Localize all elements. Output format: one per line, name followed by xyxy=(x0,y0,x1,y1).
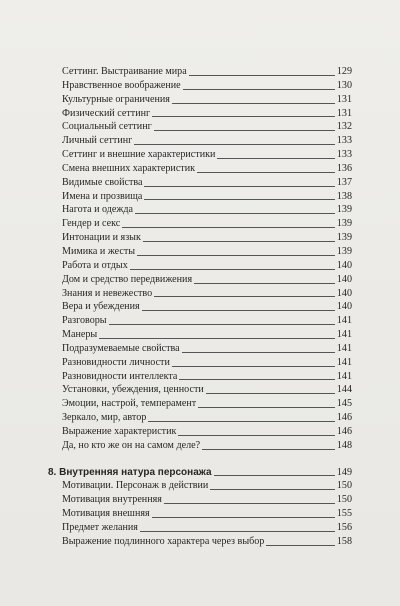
toc-entry-row[interactable] xyxy=(0,521,400,535)
toc-leader-line xyxy=(194,283,335,284)
toc-entry-page: 141 xyxy=(336,329,352,341)
toc-entry-title: Видимые свойства xyxy=(62,176,143,188)
toc-leader-line xyxy=(152,116,335,117)
toc-leader-line xyxy=(189,75,335,76)
toc-entry-row[interactable] xyxy=(0,162,400,176)
table-of-contents xyxy=(0,65,400,549)
toc-leader-line xyxy=(266,545,335,546)
toc-leader-line xyxy=(217,158,335,159)
toc-entry-title: Имена и прозвища xyxy=(62,190,143,202)
toc-leader-line xyxy=(179,379,335,380)
toc-leader-line xyxy=(152,517,335,518)
toc-entry-row[interactable] xyxy=(0,425,400,439)
toc-leader-line xyxy=(137,255,335,256)
toc-entry-page: 138 xyxy=(336,190,352,202)
toc-entry-title: Дом и средство передвижения xyxy=(62,273,193,285)
toc-entry-page: 158 xyxy=(336,535,352,547)
toc-entry-page: 148 xyxy=(336,439,352,451)
toc-entry-row[interactable] xyxy=(0,217,400,231)
toc-leader-line xyxy=(143,241,335,242)
toc-leader-line xyxy=(142,310,335,311)
toc-entry-title: Эмоции, настрой, темперамент xyxy=(62,398,197,410)
toc-leader-line xyxy=(154,296,335,297)
toc-leader-line xyxy=(122,227,335,228)
toc-chapter-row[interactable] xyxy=(0,466,400,480)
toc-entry-page: 140 xyxy=(336,287,352,299)
toc-entry-page: 150 xyxy=(336,480,352,492)
toc-entry-page: 140 xyxy=(336,273,352,285)
toc-entry-row[interactable] xyxy=(0,479,400,493)
toc-leader-line xyxy=(109,324,335,325)
toc-leader-line xyxy=(130,269,335,270)
toc-entry-page: 141 xyxy=(336,370,352,382)
toc-entry-row[interactable] xyxy=(0,397,400,411)
toc-entry-page: 139 xyxy=(336,232,352,244)
toc-leader-line xyxy=(210,489,335,490)
toc-entry-page: 140 xyxy=(336,301,352,313)
toc-entry-title: Мимика и жесты xyxy=(62,245,136,257)
toc-leader-line xyxy=(144,186,335,187)
toc-section-inner-nature xyxy=(0,479,400,548)
toc-entry-row[interactable] xyxy=(0,314,400,328)
toc-entry-page: 137 xyxy=(336,176,352,188)
toc-entry-row[interactable] xyxy=(0,231,400,245)
toc-entry-row[interactable] xyxy=(0,342,400,356)
toc-entry-row[interactable] xyxy=(0,120,400,134)
toc-entry-page: 139 xyxy=(336,218,352,230)
toc-entry-title: Работа и отдых xyxy=(62,259,128,271)
toc-entry-title: Предмет желания xyxy=(62,522,138,533)
toc-entry-title: Подразумеваемые свойства xyxy=(62,342,180,354)
toc-entry-page: 136 xyxy=(336,162,352,174)
toc-entry-row[interactable] xyxy=(0,507,400,521)
toc-entry-title: Разговоры xyxy=(62,315,107,327)
toc-entry-row[interactable] xyxy=(0,273,400,287)
toc-entry-title: Манеры xyxy=(62,329,98,341)
toc-entry-row[interactable] xyxy=(0,259,400,273)
toc-entry-title: Мотивация внутренняя xyxy=(62,494,162,506)
toc-entry-title: Нагота и одежда xyxy=(62,204,133,216)
toc-entry-title: Вера и убеждения xyxy=(62,301,140,313)
toc-leader-line xyxy=(154,130,335,131)
toc-leader-line xyxy=(140,531,335,532)
toc-entry-page: 146 xyxy=(336,412,352,424)
toc-entry-title: Мотивация внешняя xyxy=(62,508,150,520)
toc-leader-line xyxy=(134,144,335,145)
toc-entry-title: Разновидности личности xyxy=(62,356,170,368)
toc-entry-row[interactable] xyxy=(0,107,400,121)
toc-entry-row[interactable] xyxy=(0,328,400,342)
toc-entry-title: Гендер и секс xyxy=(62,218,121,230)
toc-entry-row[interactable] xyxy=(0,411,400,425)
toc-entry-title: Мотивации. Персонаж в действии xyxy=(62,480,209,492)
toc-entry-title: Выражение характеристик xyxy=(62,425,177,437)
toc-entry-title: Личный сеттинг xyxy=(62,135,133,147)
toc-leader-line xyxy=(135,213,335,214)
toc-leader-line xyxy=(202,449,335,450)
toc-entry-row[interactable] xyxy=(0,493,400,507)
toc-entry-page: 131 xyxy=(336,93,352,105)
toc-entry-title: Физический сеттинг xyxy=(62,107,151,119)
toc-entry-page: 141 xyxy=(336,356,352,368)
toc-entry-row[interactable] xyxy=(0,148,400,162)
toc-entry-page: 155 xyxy=(336,508,352,520)
toc-entry-page: 139 xyxy=(336,245,352,257)
toc-entry-title: Сеттинг и внешние характеристики xyxy=(62,149,216,161)
toc-entry-row[interactable] xyxy=(0,134,400,148)
toc-leader-line xyxy=(172,103,335,104)
toc-chapter-title: 8. Внутренняя натура персонажа xyxy=(48,466,212,478)
toc-entry-row[interactable] xyxy=(0,203,400,217)
toc-entry-row[interactable] xyxy=(0,383,400,397)
toc-entry-title: Смена внешних характеристик xyxy=(62,162,196,174)
toc-leader-line xyxy=(178,435,335,436)
toc-entry-page: 131 xyxy=(336,107,352,119)
toc-entry-page: 145 xyxy=(336,398,352,410)
toc-entry-page: 156 xyxy=(336,522,352,533)
toc-entry-row[interactable] xyxy=(0,65,400,79)
toc-section-setting xyxy=(0,65,400,453)
toc-leader-line xyxy=(99,338,335,339)
toc-entry-title: Сеттинг. Выстраивание мира xyxy=(62,66,187,77)
toc-leader-line xyxy=(164,503,335,504)
toc-leader-line xyxy=(183,89,335,90)
toc-leader-line xyxy=(182,352,335,353)
toc-entry-page: 141 xyxy=(336,342,352,354)
toc-entry-row[interactable] xyxy=(0,79,400,93)
toc-gap xyxy=(0,453,400,466)
toc-entry-page: 133 xyxy=(336,135,352,147)
toc-entry-title: Разновидности интеллекта xyxy=(62,370,178,382)
toc-leader-line xyxy=(172,366,335,367)
toc-entry-page: 139 xyxy=(336,204,352,216)
toc-entry-row[interactable] xyxy=(0,287,400,301)
toc-leader-line xyxy=(198,407,335,408)
toc-leader-line xyxy=(206,393,335,394)
toc-entry-page: 130 xyxy=(336,79,352,91)
toc-entry-title: Интонации и язык xyxy=(62,232,141,244)
toc-entry-title: Нравственное воображение xyxy=(62,79,181,91)
toc-leader-line xyxy=(197,172,335,173)
toc-leader-line xyxy=(214,475,335,476)
toc-entry-page: 129 xyxy=(336,66,352,77)
toc-entry-title: Да, но кто же он на самом деле? xyxy=(62,439,201,451)
toc-entry-row[interactable] xyxy=(0,245,400,259)
toc-entry-row[interactable] xyxy=(0,370,400,384)
toc-entry-page: 140 xyxy=(336,259,352,271)
toc-entry-title: Социальный сеттинг xyxy=(62,121,152,133)
toc-entry-row[interactable] xyxy=(0,93,400,107)
toc-entry-page: 144 xyxy=(336,384,352,396)
toc-entry-row[interactable] xyxy=(0,535,400,549)
toc-entry-page: 146 xyxy=(336,425,352,437)
toc-entry-title: Выражение подлинного характера через выбор xyxy=(62,535,265,547)
toc-entry-row[interactable] xyxy=(0,439,400,453)
toc-entry-row[interactable] xyxy=(0,300,400,314)
toc-entry-row[interactable] xyxy=(0,356,400,370)
toc-entry-row[interactable] xyxy=(0,176,400,190)
toc-entry-page: 133 xyxy=(336,149,352,161)
toc-entry-page: 150 xyxy=(336,494,352,506)
toc-leader-line xyxy=(144,199,335,200)
toc-entry-title: Установки, убеждения, ценности xyxy=(62,384,204,396)
toc-entry-page: 132 xyxy=(336,121,352,133)
toc-entry-row[interactable] xyxy=(0,190,400,204)
toc-entry-title: Знания и невежество xyxy=(62,287,153,299)
toc-entry-page: 141 xyxy=(336,315,352,327)
toc-leader-line xyxy=(148,421,335,422)
toc-entry-title: Культурные ограничения xyxy=(62,93,170,105)
toc-entry-title: Зеркало, мир, автор xyxy=(62,412,147,424)
toc-chapter-page: 149 xyxy=(336,466,352,478)
